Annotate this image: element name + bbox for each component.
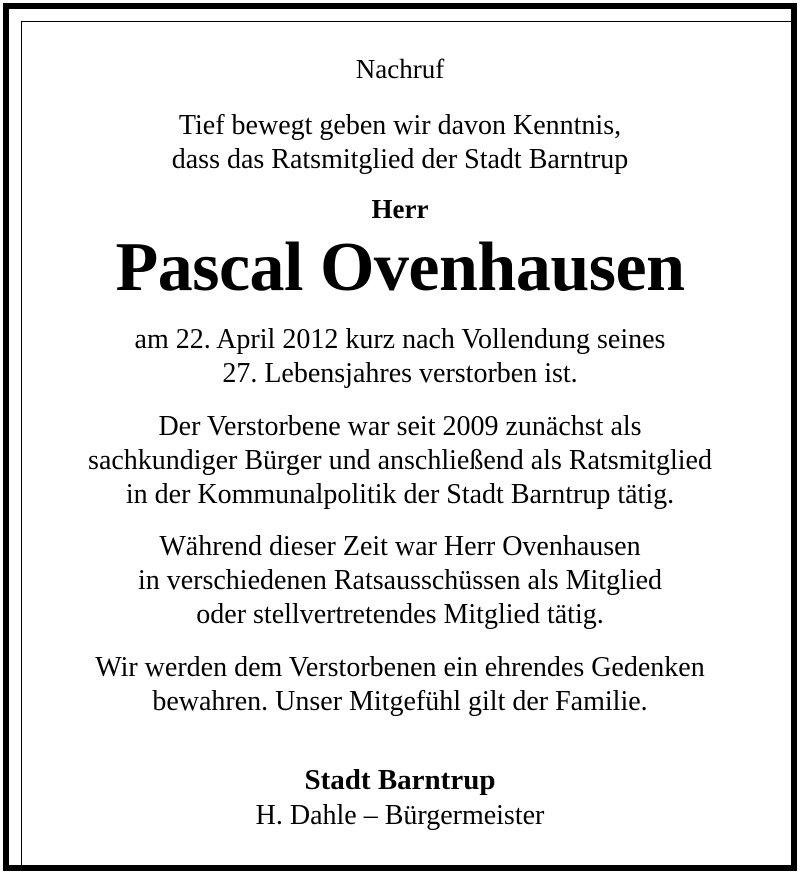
intro-line: Tief bewegt geben wir davon Kenntnis, [178,110,622,141]
organization-name: Stadt Barntrup [304,764,496,796]
career-line: sachkundiger Bürger und anschließend als Ratsmitglied [88,445,712,476]
committee-line: in verschiedenen Ratsausschüssen als Mitglied [137,565,663,596]
closing-line: bewahren. Unser Mitgefühl gilt der Familie. [152,686,648,717]
date-line: 27. Lebensjahres verstorben ist. [222,358,578,389]
notice-heading: Nachruf [355,54,445,84]
career-line: in der Kommunalpolitik der Stadt Barntrup tätig. [125,479,675,510]
committee-paragraph [12,530,788,632]
career-paragraph [12,410,788,512]
intro-paragraph [12,109,788,177]
salutation: Herr [371,194,429,224]
committee-line: oder stellvertretendes Mitglied tätig. [196,599,604,630]
death-date-paragraph [12,323,788,391]
date-line: am 22. April 2012 kurz nach Vollendung seines [134,324,666,355]
career-line: Der Verstorbene war seit 2009 zunächst als [158,411,642,442]
deceased-name: Pascal Ovenhausen [115,229,685,306]
intro-line: dass das Ratsmitglied der Stadt Barntrup [171,144,629,175]
signer-line: H. Dahle – Bürgermeister [255,800,545,831]
committee-line: Während dieser Zeit war Herr Ovenhausen [159,531,641,562]
closing-line: Wir werden dem Verstorbenen ein ehrendes Gedenken [95,652,705,683]
closing-paragraph [12,651,788,719]
